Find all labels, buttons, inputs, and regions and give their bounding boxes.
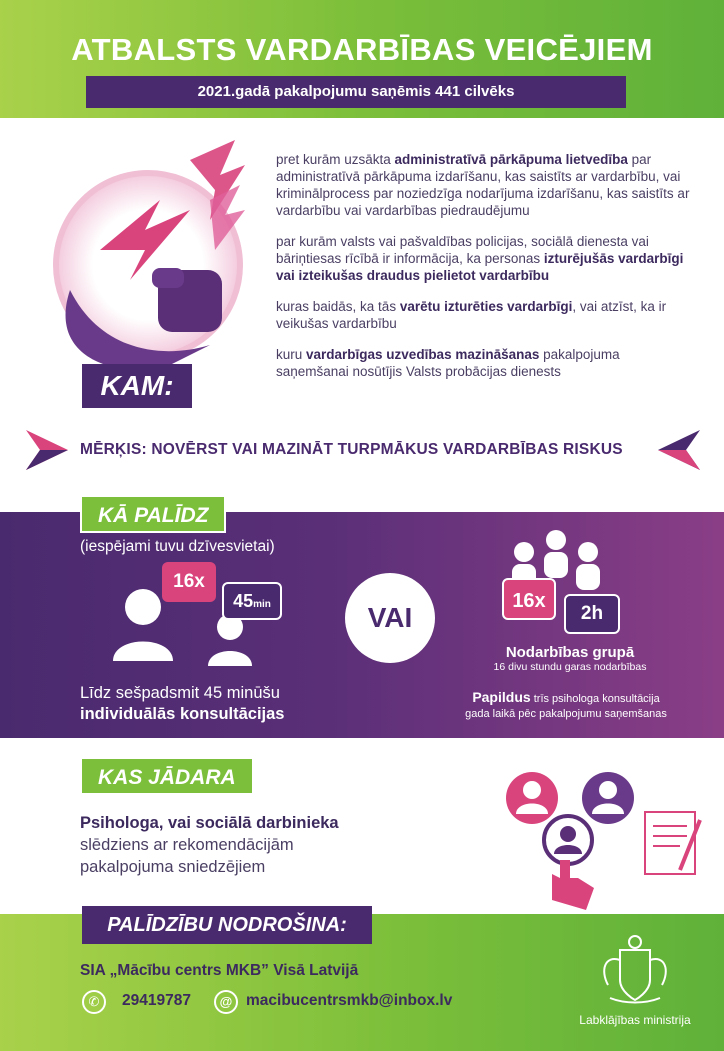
individual-consultations-text: Līdz sešpadsmit 45 minūšu individuālās konsultācijas <box>80 684 285 723</box>
page-subtitle: 2021.gadā pakalpojumu saņēmis 441 cilvēks <box>86 76 626 108</box>
email-address[interactable]: macibucentrsmkb@inbox.lv <box>246 992 453 1009</box>
fist-lightning-illustration <box>40 140 270 380</box>
kam-paragraph-3: kuras baidās, ka tās varētu izturēties vardarbīgi, vai atzīst, ka ir veikušas vardarbību <box>276 299 667 331</box>
phone-number[interactable]: 29419787 <box>122 992 191 1009</box>
group-sessions-bubble: 16x <box>502 578 556 620</box>
how-label: KĀ PALĪDZ <box>80 495 226 533</box>
todo-label: KAS JĀDARA <box>80 757 254 795</box>
kam-paragraph-1: pret kurām uzsākta administratīvā pārkāpuma lietvedība par administratīvā pārkāpuma izdarīšanu, kas saistīts ar vardarbību, vai kriminālprocess par noziedzīga nodarījuma izdarīšanu, kas saistīts ar vardarbību vai vardarbības piedraudējumu <box>276 152 690 218</box>
duration-bubble: 45min <box>222 582 282 620</box>
right-arrow-icon <box>658 430 700 470</box>
left-arrow-icon <box>26 430 68 470</box>
or-circle: VAI <box>345 573 435 663</box>
email-icon: @ <box>214 990 238 1014</box>
referral-illustration <box>490 760 710 920</box>
coat-of-arms-icon <box>590 930 680 1006</box>
provider-name: SIA „Mācību centrs MKB” Visā Latvijā <box>80 962 359 979</box>
page-title: ATBALSTS VARDARBĪBAS VEICĒJIEM <box>71 32 653 67</box>
kam-paragraph-2: par kurām valsts vai pašvaldības policijas, sociālā dienesta vai bāriņtiesas rīcībā ir informācija, ka personas izturējušās vardarbīgi vai izteikušas draudus pielietot vardarbību <box>276 234 684 283</box>
group-text: Nodarbības grupā 16 divu stundu garas nodarbības <box>493 644 647 673</box>
group-duration-bubble: 2h <box>564 594 620 634</box>
extra-consultations-text: Papildus trīs psihologa konsultācija gada laikā pēc pakalpojumu saņemšanas <box>465 689 667 720</box>
kam-label: KAM: <box>82 364 192 408</box>
how-note: (iespējami tuvu dzīvesvietai) <box>80 538 275 555</box>
kam-description <box>276 151 696 394</box>
kam-paragraph-4: kuru vardarbīgas uzvedības mazināšanas pakalpojuma saņemšanai nosūtījis Valsts probācijas dienests <box>276 347 620 379</box>
goal-statement: MĒRĶIS: NOVĒRST VAI MAZINĀT TURPMĀKUS VARDARBĪBAS RISKUS <box>80 441 623 458</box>
phone-icon: ✆ <box>82 990 106 1014</box>
ministry-name: Labklājības ministrija <box>579 1013 691 1027</box>
todo-text: Psihologa, vai sociālā darbinieka slēdziens ar rekomendācijām pakalpojuma sniedzējiem <box>80 814 339 876</box>
provider-label: PALĪDZĪBU NODROŠINA: <box>82 906 372 944</box>
sessions-bubble: 16x <box>162 562 216 602</box>
